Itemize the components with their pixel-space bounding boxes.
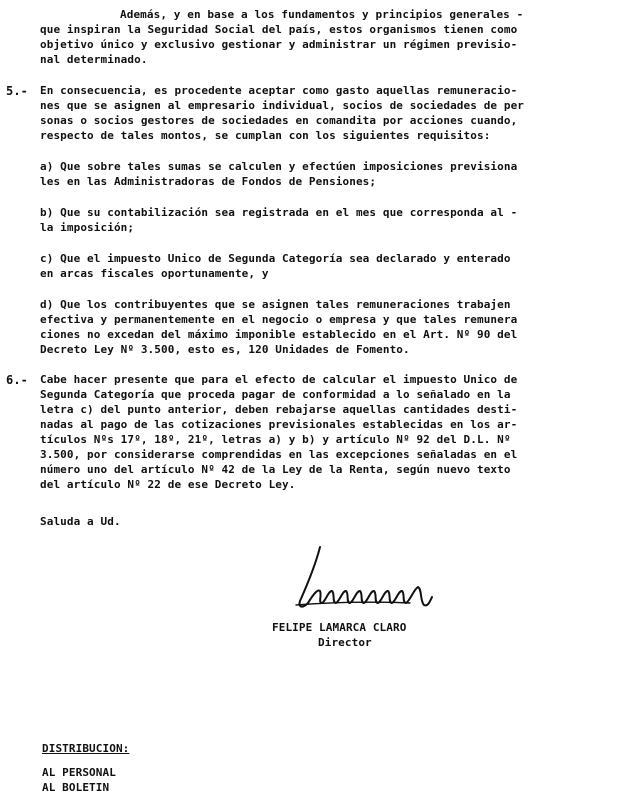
distribution-item: AL BOLETIN — [42, 781, 110, 794]
item6-line: 3.500, por considerarse comprendidas en las excepciones señaladas en el — [40, 448, 518, 461]
subitem-c-line: c) Que el impuesto Unico de Segunda Categoría sea declarado y enterado — [40, 252, 511, 265]
item6-line: Segunda Categoría que proceda pagar de conformidad a lo señalado en la — [40, 388, 511, 401]
closing-greeting: Saluda a Ud. — [40, 515, 121, 528]
distribution-heading: DISTRIBUCION: — [42, 742, 130, 755]
subitem-d-line: d) Que los contribuyentes que se asignen tales remuneraciones trabajen — [40, 298, 511, 311]
item6-line: número uno del artículo Nº 42 de la Ley de la Renta, según nuevo texto — [40, 463, 511, 476]
subitem-a-line: les en las Administradoras de Fondos de Pensiones; — [40, 175, 377, 188]
item6-line: nadas al pago de las cotizaciones previsionales establecidas en los ar- — [40, 418, 518, 431]
subitem-b-line: b) Que su contabilización sea registrada en el mes que corresponda al - — [40, 206, 518, 219]
item5-line: En consecuencia, es procedente aceptar como gasto aquellas remuneracio- — [40, 84, 518, 97]
item6-line: del artículo Nº 22 de ese Decreto Ley. — [40, 478, 296, 491]
subitem-d-line: efectiva y permanentemente en el negocio o empresa y que tales remunera — [40, 313, 518, 326]
signatory-title: Director — [318, 636, 372, 649]
subitem-d-line: Decreto Ley Nº 3.500, esto es, 120 Unidades de Fomento. — [40, 343, 410, 356]
intro-line: nal determinado. — [40, 53, 148, 66]
item5-line: respecto de tales montos, se cumplan con los siguientes requisitos: — [40, 129, 491, 142]
distribution-item: AL PERSONAL — [42, 766, 116, 779]
signatory-name: FELIPE LAMARCA CLARO — [272, 621, 407, 634]
item6-line: tículos Nºs 17º, 18º, 21º, letras a) y b) y artículo Nº 92 del D.L. Nº — [40, 433, 511, 446]
item-number: 5.- — [6, 84, 28, 98]
item5-line: sonas o socios gestores de sociedades en comandita por acciones cuando, — [40, 114, 518, 127]
intro-line: objetivo único y exclusivo gestionar y administrar un régimen previsio- — [40, 38, 518, 51]
item-number: 6.- — [6, 373, 28, 387]
subitem-a-line: a) Que sobre tales sumas se calculen y efectúen imposiciones previsiona — [40, 160, 518, 173]
item6-line: Cabe hacer presente que para el efecto de calcular el impuesto Unico de — [40, 373, 518, 386]
subitem-d-line: ciones no excedan del máximo imponible establecido en el Art. Nº 90 del — [40, 328, 518, 341]
subitem-b-line: la imposición; — [40, 221, 135, 234]
item6-line: letra c) del punto anterior, deben rebajarse aquellas cantidades desti- — [40, 403, 518, 416]
subitem-c-line: en arcas fiscales oportunamente, y — [40, 267, 269, 280]
item5-line: nes que se asignen al empresario individual, socios de sociedades de per — [40, 99, 525, 112]
signature-icon — [290, 543, 450, 618]
intro-line: Además, y en base a los fundamentos y principios generales - — [120, 8, 524, 21]
intro-line: que inspiran la Seguridad Social del país, estos organismos tienen como — [40, 23, 518, 36]
